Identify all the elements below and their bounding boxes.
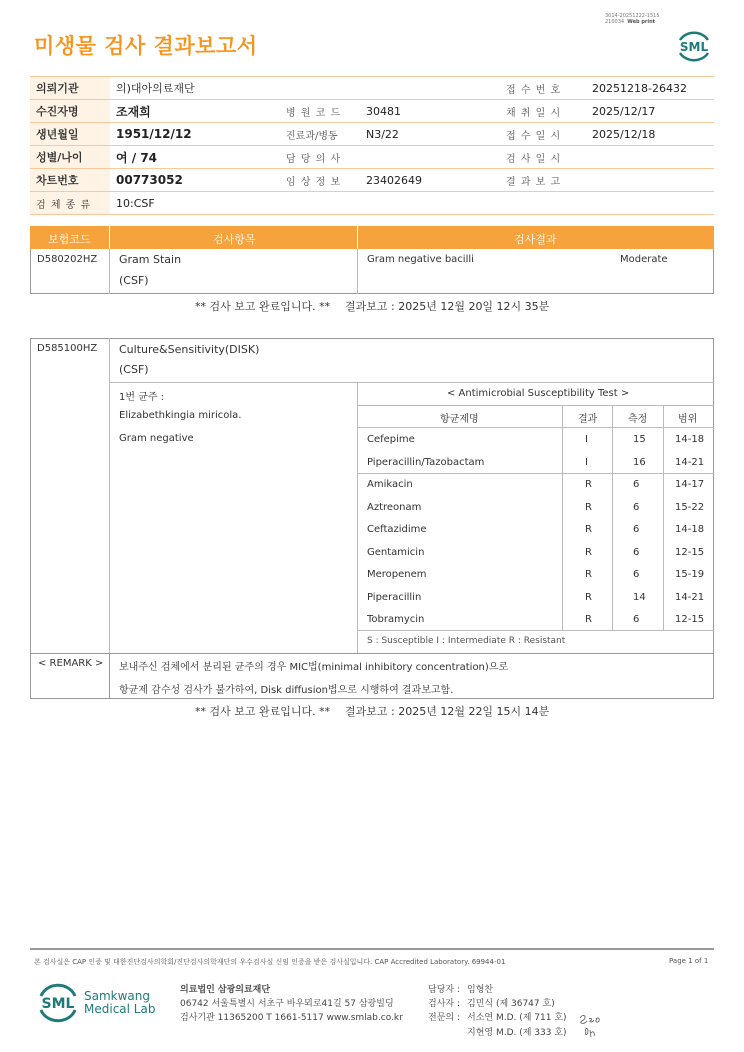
gram-item: Gram Stain xyxy=(119,253,182,266)
culture-done-text: ** 검사 보고 완료입니다. ** xyxy=(195,705,331,718)
specialist2-value: 지현영 M.D. (제 333 호) xyxy=(467,1028,567,1038)
culture-item-sub: (CSF) xyxy=(119,363,149,376)
patient-name-label: 수진자명 xyxy=(30,100,110,123)
header-test-item: 검사항목 xyxy=(213,233,256,246)
drug-range: 14-18 xyxy=(675,524,705,535)
drug-name: Piperacillin/Tazobactam xyxy=(367,456,485,468)
drug-measure: 16 xyxy=(633,456,646,468)
drug-name: Meropenem xyxy=(367,569,427,580)
drug-measure: 6 xyxy=(633,501,640,513)
specimen-value: 10:CSF xyxy=(110,192,714,215)
request-org-value: 의)대아의료재단 xyxy=(110,77,500,100)
remark-label: < REMARK > xyxy=(38,658,104,669)
birth-value: 1951/12/12 xyxy=(110,123,280,146)
doctor-value xyxy=(360,146,500,169)
hospital-code-value: 30481 xyxy=(360,100,500,123)
gram-done-text: ** 검사 보고 완료입니다. ** xyxy=(195,300,331,313)
remark-line1: 보내주신 검체에서 분리된 균주의 경우 MIC법(minimal inhibitory concentration)으로 xyxy=(119,662,509,673)
gram-code: D580202HZ xyxy=(37,254,98,265)
header-test-result: 검사결과 xyxy=(514,233,557,246)
page-title: 미생물 검사 결과보고서 xyxy=(34,34,258,58)
culture-code: D585100HZ xyxy=(37,343,98,354)
drug-measure: 6 xyxy=(633,479,640,490)
sex-age-value: 여 / 74 xyxy=(110,146,280,169)
report-label: 결 과 보 고 xyxy=(500,169,586,192)
culture-done-time: 결과보고 : 2025년 12월 22일 15시 14분 xyxy=(345,705,550,718)
birth-label: 생년월일 xyxy=(30,123,110,146)
request-org-label: 의뢰기관 xyxy=(30,77,110,100)
footer-cert: 본 검사실은 CAP 인증 및 대한진단검사의학회/진단검사의학재단의 우수검사실 신임 인증을 받은 검사실입니다. CAP Accredited Laboratory. 69944-01 xyxy=(34,958,506,966)
receipt-no-label: 접 수 번 호 xyxy=(500,77,586,100)
culture-item: Culture&Sensitivity(DISK) xyxy=(119,343,260,356)
logo-name-line2: Medical Lab xyxy=(84,1002,156,1016)
print-code-line2: 210034 xyxy=(605,19,625,25)
drug-measure: 14 xyxy=(633,591,646,603)
col-measure: 측정 xyxy=(628,414,648,425)
specimen-label: 검 체 종 류 xyxy=(30,192,110,215)
drug-measure: 6 xyxy=(633,614,640,625)
drug-result: I xyxy=(585,456,588,468)
logo-name-line1: Samkwang xyxy=(84,989,150,1003)
drug-name: Amikacin xyxy=(367,479,413,490)
organism-name: Elizabethkingia miricola. xyxy=(119,410,242,421)
drug-range: 15-22 xyxy=(675,501,705,513)
patient-name-value: 조재희 xyxy=(110,100,280,123)
specialist-label: 전문의 : xyxy=(428,1013,460,1023)
col-range: 범위 xyxy=(678,414,698,425)
clinical-value: 23402649 xyxy=(360,169,500,192)
receipt-date-value: 2025/12/18 xyxy=(586,123,714,146)
staff-label: 담당자 : xyxy=(428,985,460,995)
footer-org-name: 의료법인 삼광의료재단 xyxy=(180,985,271,995)
drug-result: I xyxy=(585,434,588,445)
test-date-value xyxy=(586,146,714,169)
drug-result: R xyxy=(585,501,592,513)
remark-line2: 항균제 감수성 검사가 불가하여, Disk diffusion법으로 시행하여 결과보고함. xyxy=(119,685,454,696)
gram-done-time: 결과보고 : 2025년 12월 20일 12시 35분 xyxy=(345,300,550,313)
gram-result: Gram negative bacilli xyxy=(367,254,474,265)
drug-result: R xyxy=(585,591,592,603)
drug-result: R xyxy=(585,479,592,490)
footer-divider xyxy=(30,948,714,950)
patient-info-table xyxy=(30,76,714,215)
drug-name: Ceftazidime xyxy=(367,524,427,535)
organism-label: 1번 균주 : xyxy=(119,392,165,403)
web-print-label: Web print xyxy=(627,19,656,25)
drug-result: R xyxy=(585,524,592,535)
results-header xyxy=(30,226,714,249)
doctor-label: 담 당 의 사 xyxy=(280,146,360,169)
collect-date-value: 2025/12/17 xyxy=(586,100,714,123)
collect-date-label: 채 취 일 시 xyxy=(500,100,586,123)
gram-grade: Moderate xyxy=(620,254,668,265)
tester-label: 검사자 : xyxy=(428,999,460,1009)
header-insurance-code: 보험코드 xyxy=(48,233,91,246)
signature-image xyxy=(576,1008,610,1040)
col-drug: 항균제명 xyxy=(440,414,479,425)
drug-range: 12-15 xyxy=(675,546,705,558)
drug-measure: 6 xyxy=(633,546,640,558)
footer-page: Page 1 of 1 xyxy=(669,957,709,965)
svg-text:SML: SML xyxy=(679,40,709,54)
drug-measure: 6 xyxy=(633,569,640,580)
ast-title: < Antimicrobial Susceptibility Test > xyxy=(447,388,630,399)
dept-value: N3/22 xyxy=(360,123,500,146)
sml-logo-icon xyxy=(674,26,714,64)
drug-range: 14-17 xyxy=(675,479,705,490)
drug-result: R xyxy=(585,569,592,580)
drug-range: 14-21 xyxy=(675,456,705,468)
footer-address: 06742 서울특별시 서초구 바우뫼로41길 57 삼광빌딩 xyxy=(180,999,394,1009)
hospital-code-label: 병 원 코 드 xyxy=(280,100,360,123)
specialist1-value: 서소연 M.D. (제 711 호) xyxy=(467,1013,567,1023)
footer-sml-logo-icon xyxy=(36,980,80,1024)
clinical-label: 임 상 정 보 xyxy=(280,169,360,192)
drug-result: R xyxy=(585,546,592,558)
print-code-line1: 3014-20251222-1515 xyxy=(605,13,660,19)
ast-legend: S : Susceptible I : Intermediate R : Resistant xyxy=(367,636,566,646)
drug-range: 14-18 xyxy=(675,434,705,445)
chart-no-label: 차트번호 xyxy=(30,169,110,192)
chart-no-value: 00773052 xyxy=(110,169,280,192)
footer-contact: 검사기관 11365200 T 1661-5117 www.smlab.co.kr xyxy=(180,1013,403,1023)
drug-range: 15-19 xyxy=(675,569,705,580)
drug-measure: 15 xyxy=(633,434,646,445)
svg-text:SML: SML xyxy=(41,996,75,1012)
gram-item-sub: (CSF) xyxy=(119,274,149,287)
drug-name: Tobramycin xyxy=(367,614,425,625)
drug-range: 12-15 xyxy=(675,614,705,625)
drug-name: Aztreonam xyxy=(367,501,422,513)
report-value xyxy=(586,169,714,192)
staff-value: 임형찬 xyxy=(467,985,494,995)
footer-logo-name xyxy=(84,990,155,1016)
drug-result: R xyxy=(585,614,592,625)
print-code xyxy=(605,13,660,25)
sex-age-label: 성별/나이 xyxy=(30,146,110,169)
organism-gram: Gram negative xyxy=(119,433,194,444)
col-result: 결과 xyxy=(578,414,598,425)
drug-name: Piperacillin xyxy=(367,591,422,603)
receipt-date-label: 접 수 일 시 xyxy=(500,123,586,146)
test-date-label: 검 사 일 시 xyxy=(500,146,586,169)
tester-value: 김민식 (제 36747 호) xyxy=(467,999,555,1009)
drug-name: Cefepime xyxy=(367,434,415,445)
drug-measure: 6 xyxy=(633,524,640,535)
drug-name: Gentamicin xyxy=(367,546,425,558)
drug-range: 14-21 xyxy=(675,591,705,603)
dept-label: 진료과/병동 xyxy=(280,123,360,146)
receipt-no-value: 20251218-26432 xyxy=(586,77,714,100)
